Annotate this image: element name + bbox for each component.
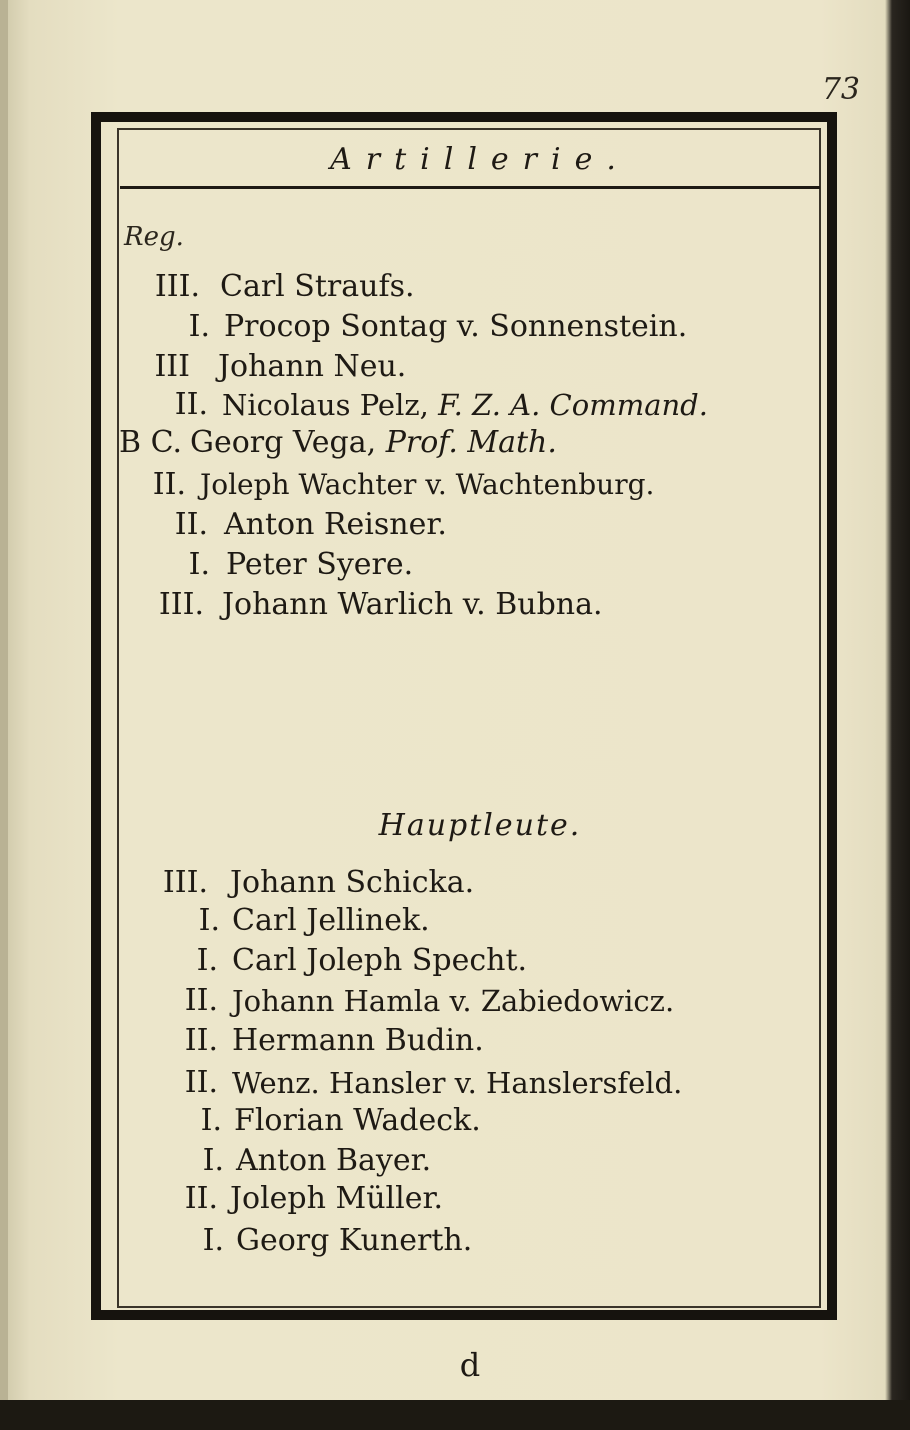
rank-numeral: I. [198, 903, 220, 938]
rank-numeral: III [154, 349, 190, 384]
officer-name: Procop Sontag v. Sonnenstein. [224, 309, 688, 344]
rank-numeral: B C. [118, 425, 182, 460]
rank-numeral: I. [200, 1103, 222, 1138]
rank-numeral: I. [188, 547, 210, 582]
rank-numeral: II. [174, 387, 208, 422]
rank-numeral: III. [162, 865, 208, 900]
title-rule [120, 186, 820, 189]
officer-name: Wenz. Hansler v. Hanslersfeld. [232, 1066, 683, 1100]
signature-mark: d [459, 1346, 481, 1384]
rank-numeral: I. [202, 1143, 224, 1178]
officer-name: Johann Schicka. [230, 865, 475, 900]
officer-name: Nicolaus Pelz, F. Z. A. Command. [222, 388, 708, 422]
rank-numeral: II. [184, 1181, 218, 1216]
page-number: 73 [821, 72, 860, 107]
officer-name: Florian Wadeck. [234, 1103, 481, 1138]
rank-numeral: II. [174, 507, 208, 542]
rank-numeral: II. [184, 1023, 218, 1058]
rank-numeral: II. [152, 467, 186, 502]
rank-numeral: I. [196, 943, 218, 978]
rank-numeral: III. [154, 269, 200, 304]
officer-name: Hermann Budin. [232, 1023, 484, 1058]
officer-name: Johann Warlich v. Bubna. [222, 587, 603, 622]
officer-name: Anton Bayer. [236, 1143, 432, 1178]
hauptleute-title: Hauptleute. [378, 808, 582, 843]
rank-numeral: II. [184, 983, 218, 1018]
rank-numeral: I. [188, 309, 210, 344]
officer-name: Joleph Wachter v. Wachtenburg. [200, 468, 655, 501]
officer-name: Georg Vega, Prof. Math. [190, 425, 557, 460]
regiment-label: Reg. [124, 222, 184, 252]
officer-name: Johann Neu. [218, 349, 407, 384]
officer-name: Georg Kunerth. [236, 1223, 473, 1258]
section-title: Artillerie. [330, 142, 630, 177]
rank-numeral: II. [184, 1065, 218, 1100]
officer-name: Peter Syere. [226, 547, 414, 582]
officer-name: Joleph Müller. [230, 1181, 444, 1216]
officer-name: Johann Hamla v. Zabiedowicz. [232, 984, 675, 1018]
page-gutter [0, 0, 8, 1430]
page-bottom-edge [0, 1400, 910, 1430]
rank-numeral: I. [202, 1223, 224, 1258]
officer-name: Carl Straufs. [220, 269, 415, 304]
officer-name: Carl Jellinek. [232, 903, 430, 938]
officer-name: Carl Joleph Specht. [232, 943, 528, 978]
officer-name: Anton Reisner. [224, 507, 447, 542]
rank-numeral: III. [158, 587, 204, 622]
